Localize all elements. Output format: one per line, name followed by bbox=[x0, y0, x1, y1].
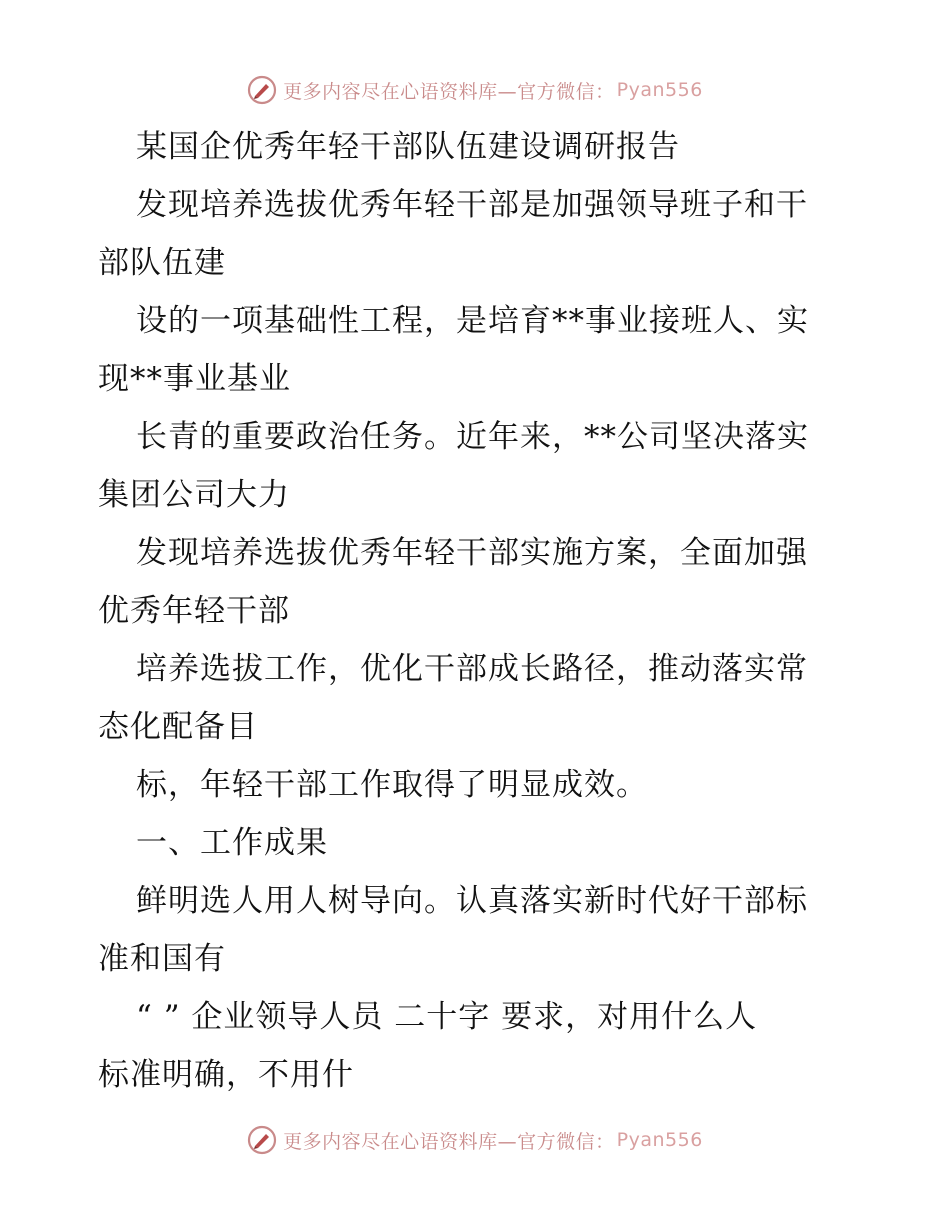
paragraph-line: 培养选拔工作，优化干部成长路径，推动落实常 bbox=[136, 651, 808, 687]
watermark-wechat-id: Pyan556 bbox=[616, 1129, 703, 1151]
paragraph-line: 发现培养选拔优秀年轻干部是加强领导班子和干 bbox=[136, 187, 808, 223]
paragraph-line: 设的一项基础性工程，是培育**事业接班人、实 bbox=[136, 303, 809, 339]
paragraph-line: 长青的重要政治任务。近年来，**公司坚决落实 bbox=[136, 419, 809, 455]
paragraph-line: 部队伍建 bbox=[98, 245, 226, 281]
watermark-text: 更多内容尽在心语资料库—官方微信： bbox=[283, 80, 615, 103]
paragraph-line: 鲜明选人用人树导向。认真落实新时代好干部标 bbox=[136, 883, 808, 919]
watermark-header bbox=[0, 70, 950, 110]
document-body bbox=[98, 118, 858, 1104]
watermark-footer bbox=[0, 1120, 950, 1160]
paragraph-line: 态化配备目 bbox=[98, 709, 258, 745]
paragraph-line: 标准明确，不用什 bbox=[98, 1057, 354, 1093]
paragraph-line: 标，年轻干部工作取得了明显成效。 bbox=[136, 767, 648, 803]
paragraph-line: 现**事业基业 bbox=[98, 361, 291, 397]
watermark-text: 更多内容尽在心语资料库—官方微信： bbox=[283, 1130, 615, 1153]
paragraph-line: 准和国有 bbox=[98, 941, 226, 977]
paragraph-line: 一、工作成果 bbox=[136, 825, 328, 861]
paragraph-line: 集团公司大力 bbox=[98, 477, 290, 513]
pen-logo-icon bbox=[247, 75, 277, 105]
paragraph-line: 发现培养选拔优秀年轻干部实施方案，全面加强 bbox=[136, 535, 808, 571]
watermark-wechat-id: Pyan556 bbox=[616, 79, 703, 101]
paragraph-line: 优秀年轻干部 bbox=[98, 593, 290, 629]
paragraph-line: “ ” 企业领导人员 二十字 要求，对用什么人 bbox=[136, 999, 758, 1035]
pen-logo-icon bbox=[247, 1125, 277, 1155]
document-title: 某国企优秀年轻干部队伍建设调研报告 bbox=[136, 129, 680, 165]
